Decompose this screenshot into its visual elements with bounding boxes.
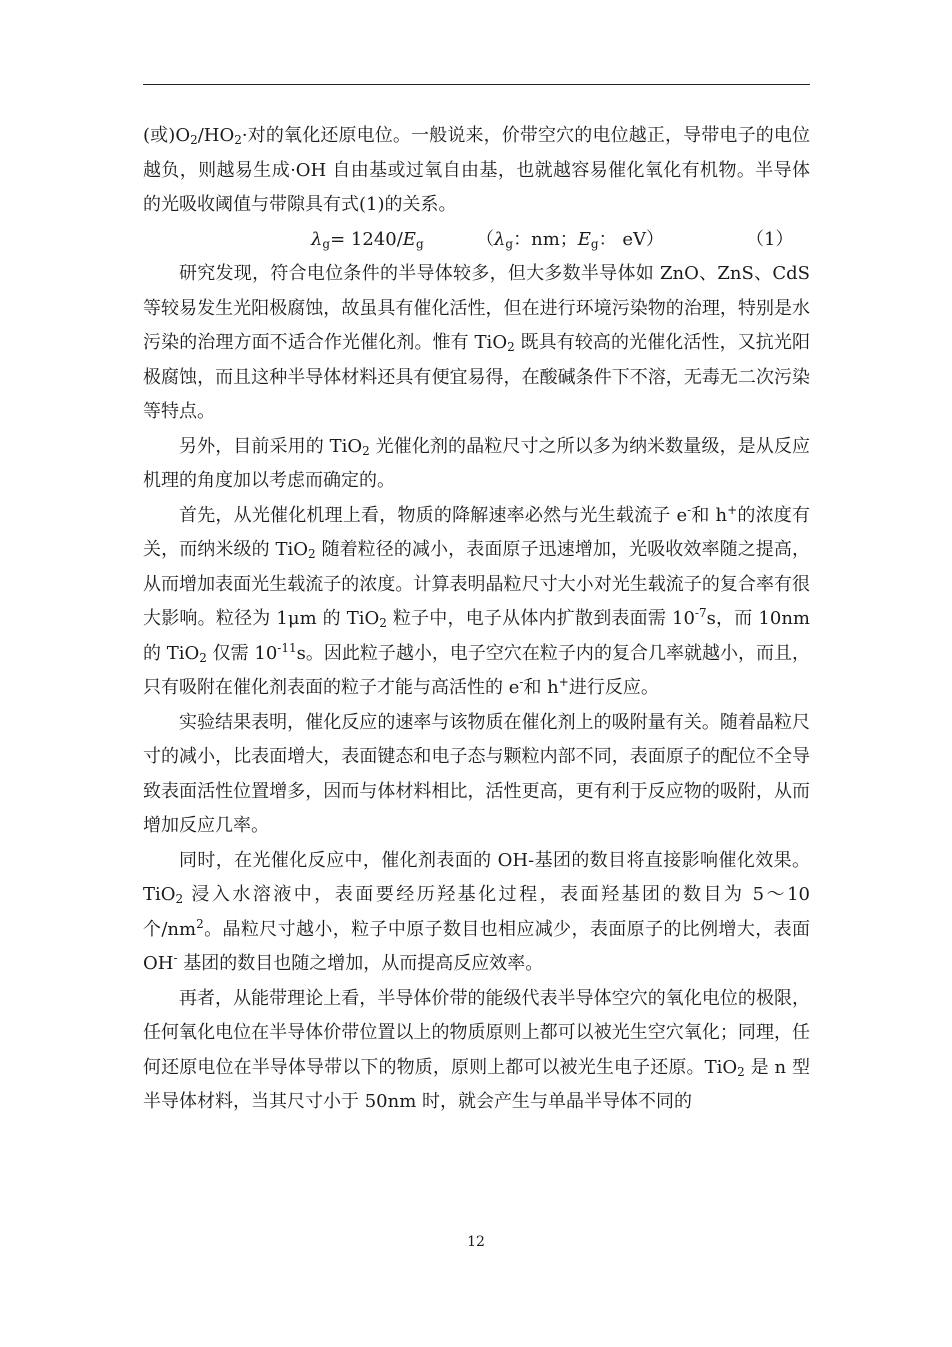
text-run: 再者，从能带理论上看，半导体价带的能级代表半导体空穴的氧化电位的极限，任何氧化电位在半导体价带位置以上的物质原则上都可以被光生空穴氧化；同理，任何还原电位在半导体导带以下的物质，原则上都可以被光生电子还原。TiO	[143, 987, 810, 1078]
text-run: (或)O	[143, 125, 191, 146]
equation-formula	[311, 223, 424, 258]
subscript: 2	[308, 547, 316, 561]
text-run: s，而 10nm 的 TiO	[143, 608, 810, 664]
body-paragraph	[143, 706, 810, 844]
equation-number: （1）	[746, 228, 794, 250]
document-body	[143, 119, 810, 1120]
text-run: 浸入水溶液中，表面要经历羟基化过程，表面羟基团的数目为 5～10 个/nm	[143, 884, 810, 940]
text-run: 和 h	[691, 504, 728, 526]
body-paragraph	[143, 119, 810, 223]
subscript: g	[415, 236, 424, 251]
subscript: g	[322, 236, 331, 251]
superscript: +	[558, 675, 569, 689]
text-run: 和 h	[523, 677, 559, 698]
superscript: -11	[277, 640, 297, 655]
body-paragraph	[143, 430, 810, 499]
text-run: 实验结果表明，催化反应的速率与该物质在催化剂上的吸附量有关。随着晶粒尺寸的减小，比表面增大，表面键态和电子态与颗粒内部不同，表面原子的配位不全导致表面活性位置增多，因而与体材料相比，活性更高，更有利于反应物的吸附，从而增加反应几率。	[143, 711, 810, 836]
subscript: 2	[507, 340, 515, 354]
text-run: 随着粒径的减小，表面原子迅速增加，光吸收效率随之提高，从而增加表面光生载流子的浓度。计算表明晶粒尺寸大小对光生载流子的复合率有很大影响。粒径为 1μm 的 TiO	[143, 539, 810, 629]
body-paragraph	[143, 982, 810, 1120]
subscript: g	[505, 236, 514, 251]
text-run: ： eV）	[598, 228, 664, 250]
header-rule	[143, 84, 810, 85]
italic-symbol: E	[577, 228, 591, 250]
text-run: 研究发现，符合电位条件的半导体较多，但大多数半导体如 ZnO、ZnS、CdS 等较易发生光阳极腐蚀，故虽具有催化活性，但在进行环境污染物的治理，特别是水污染的治理方面不适合作光催化剂。惟有 TiO	[143, 263, 810, 353]
body-paragraph	[143, 499, 810, 706]
body-paragraph	[143, 844, 810, 982]
superscript: -	[519, 675, 524, 689]
subscript: 2	[199, 650, 207, 665]
italic-symbol: E	[402, 228, 416, 250]
subscript: 2	[737, 1064, 745, 1079]
text-run: ·对的氧化还原电位。一般说来，价带空穴的电位越正，导带电子的电位越负，则越易生成·OH 自由基或过氧自由基，也就越容易催化氧化有机物。半导体的光吸收阈值与带隙具有式(1)的关系。	[143, 125, 810, 215]
subscript: 2	[175, 892, 184, 906]
subscript: 2	[234, 133, 242, 147]
italic-symbol: λ	[311, 228, 323, 250]
equation-1	[143, 223, 810, 258]
equation-units	[476, 223, 664, 258]
superscript: -	[173, 951, 178, 965]
text-run: /HO	[197, 125, 235, 146]
subscript: 2	[190, 133, 198, 147]
text-run: ：nm；	[513, 228, 578, 250]
superscript: -7	[694, 606, 707, 620]
text-run: 进行反应。	[568, 677, 659, 698]
subscript: g	[590, 236, 599, 251]
text-run: （	[476, 228, 494, 250]
superscript: -	[687, 502, 692, 517]
italic-symbol: λ	[494, 228, 506, 250]
superscript: +	[727, 502, 738, 517]
page-number: 12	[467, 1234, 485, 1250]
text-run: 既具有较高的光催化活性，又抗光阳极腐蚀，而且这种半导体材料还具有便宜易得，在酸碱条件下不溶，无毒无二次污染等特点。	[143, 332, 810, 422]
text-run: 同时，在光催化反应中，催化剂表面的 OH-基团的数目将直接影响催化效果。TiO	[143, 849, 810, 905]
text-run: 另外，目前采用的 TiO	[179, 435, 363, 457]
text-run: 光催化剂的晶粒尺寸之所以多为纳米数量级，是从反应机理的角度加以考虑而确定的。	[143, 435, 810, 491]
text-run: 是 n 型半导体材料，当其尺寸小于 50nm 时，就会产生与单晶半导体不同的	[143, 1056, 810, 1112]
text-run: 粒子中，电子从体内扩散到表面需 10	[386, 608, 695, 629]
text-run: 首先，从光催化机理上看，物质的降解速率必然与光生载流子 e	[179, 504, 688, 526]
body-paragraph	[143, 257, 810, 430]
superscript: 2	[196, 916, 204, 931]
subscript: 2	[379, 616, 387, 630]
text-run: s。因此粒子越小，电子空穴在粒子内的复合几率就越小，而且，只有吸附在催化剂表面的粒子才能与高活性的 e	[143, 642, 810, 698]
text-run: = 1240/	[330, 228, 403, 250]
subscript: 2	[362, 443, 370, 458]
text-run: 。晶粒尺寸越小，粒子中原子数目也相应减少，表面原子的比例增大，表面 OH	[143, 918, 811, 974]
text-run: 仅需 10	[206, 642, 278, 664]
text-run: 的浓度有关，而纳米级的 TiO	[143, 504, 810, 560]
text-run: 基团的数目也随之增加，从而提高反应效率。	[177, 953, 544, 974]
